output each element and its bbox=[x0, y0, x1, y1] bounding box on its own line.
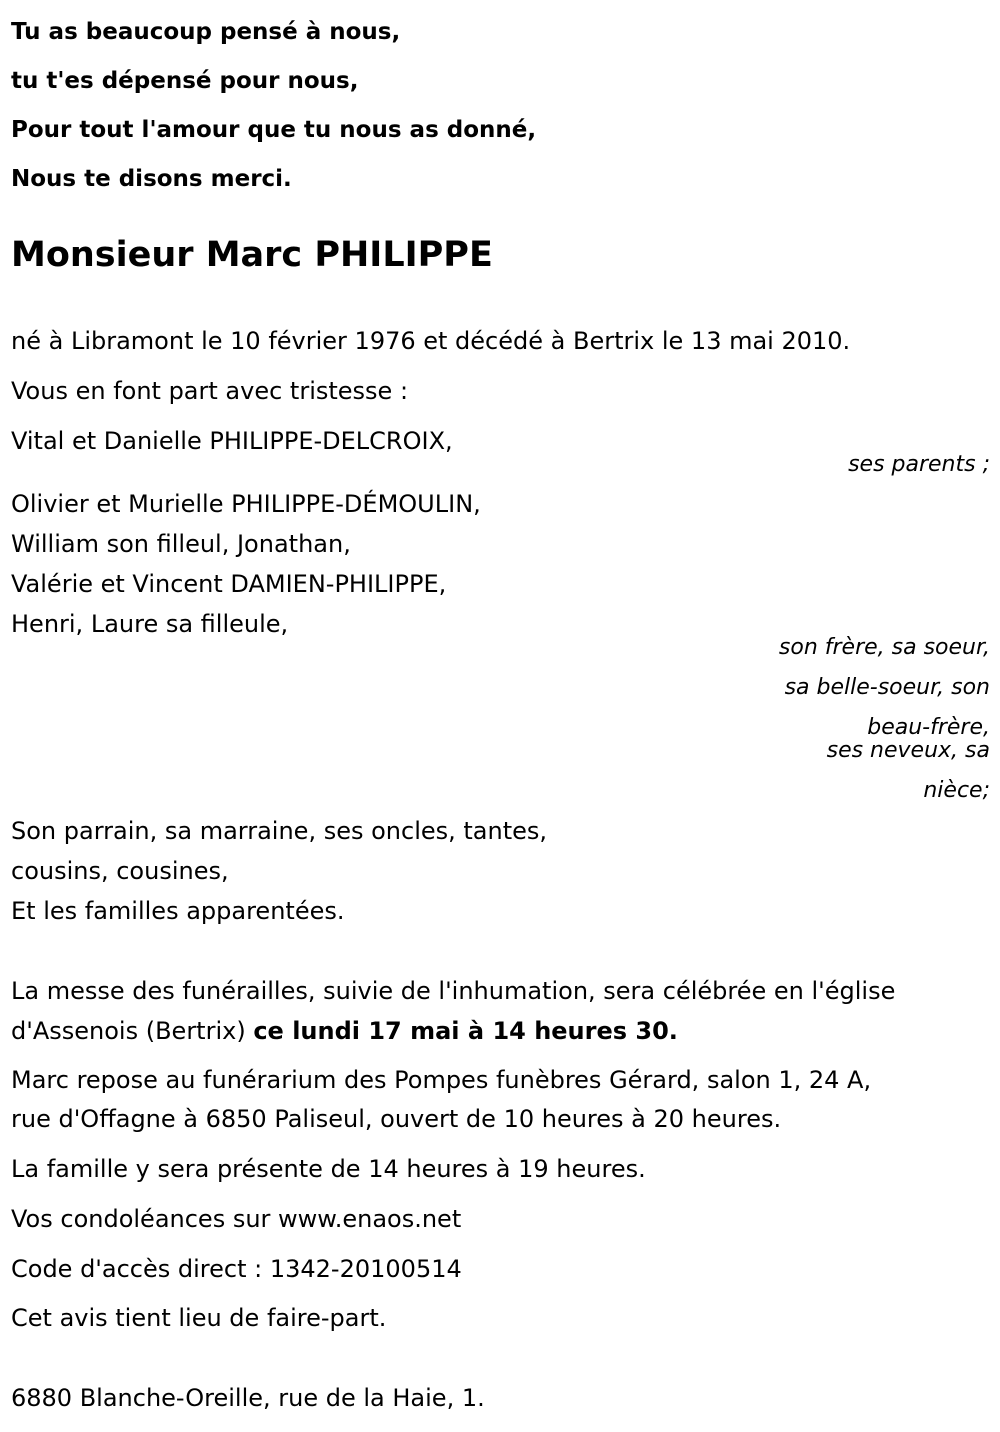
family-line: Son parrain, sa marraine, ses oncles, tantes, bbox=[11, 817, 548, 845]
deceased-name: Monsieur Marc PHILIPPE bbox=[11, 235, 493, 275]
siblings-relation-line: sa belle-soeur, son bbox=[784, 675, 990, 700]
sibling-line: Henri, Laure sa filleule, bbox=[11, 610, 289, 638]
poem-line: Pour tout l'amour que tu nous as donné, bbox=[11, 117, 537, 143]
notice-line: Cet avis tient lieu de faire-part. bbox=[11, 1304, 387, 1332]
funeral-datetime: ce lundi 17 mai à 14 heures 30. bbox=[253, 1017, 678, 1045]
siblings-relation-line: nièce; bbox=[923, 778, 990, 803]
announcement-line: Vous en font part avec tristesse : bbox=[11, 377, 409, 405]
siblings-relation-line: son frère, sa soeur, bbox=[778, 635, 990, 660]
funeral-location: d'Assenois (Bertrix) bbox=[11, 1017, 254, 1045]
family-presence-line: La famille y sera présente de 14 heures à 19 heures. bbox=[11, 1155, 646, 1183]
poem-line: Nous te disons merci. bbox=[11, 166, 292, 192]
siblings-relation-line: ses neveux, sa bbox=[826, 738, 990, 763]
family-line: Et les familles apparentées. bbox=[11, 897, 345, 925]
sibling-line: Valérie et Vincent DAMIEN-PHILIPPE, bbox=[11, 570, 447, 598]
funeral-line-1: La messe des funérailles, suivie de l'inhumation, sera célébrée en l'église bbox=[11, 977, 896, 1005]
siblings-relation-line: beau-frère, bbox=[867, 715, 990, 740]
family-line: cousins, cousines, bbox=[11, 857, 229, 885]
rest-line: rue d'Offagne à 6850 Paliseul, ouvert de 10 heures à 20 heures. bbox=[11, 1105, 782, 1133]
sibling-line: William son filleul, Jonathan, bbox=[11, 530, 351, 558]
condolences-line: Vos condoléances sur www.enaos.net bbox=[11, 1205, 462, 1233]
sibling-line: Olivier et Murielle PHILIPPE-DÉMOULIN, bbox=[11, 490, 481, 518]
address-line: 6880 Blanche-Oreille, rue de la Haie, 1. bbox=[11, 1384, 485, 1412]
access-code-line: Code d'accès direct : 1342-20100514 bbox=[11, 1255, 462, 1283]
poem bbox=[11, 8, 911, 204]
parents-relation: ses parents ; bbox=[848, 452, 990, 477]
birth-death-line: né à Libramont le 10 février 1976 et décédé à Bertrix le 13 mai 2010. bbox=[11, 327, 851, 355]
poem-line: tu t'es dépensé pour nous, bbox=[11, 68, 359, 94]
rest-line: Marc repose au funérarium des Pompes funèbres Gérard, salon 1, 24 A, bbox=[11, 1066, 872, 1094]
funeral-line-2 bbox=[11, 1011, 678, 1051]
parents-names: Vital et Danielle PHILIPPE-DELCROIX, bbox=[11, 427, 453, 455]
poem-line: Tu as beaucoup pensé à nous, bbox=[11, 19, 401, 45]
